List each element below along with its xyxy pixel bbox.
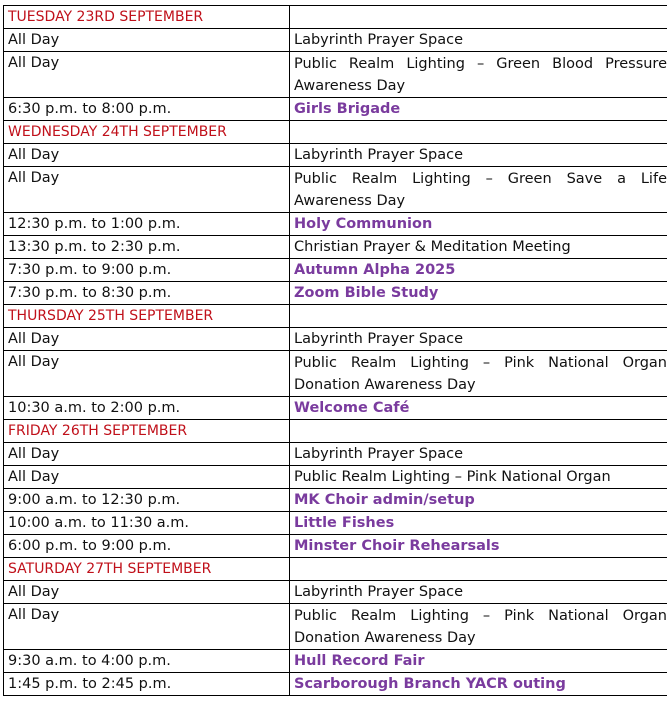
event-title: Public Realm Lighting – Pink National Organ Donation Awareness Day	[290, 604, 667, 650]
event-row	[4, 167, 667, 213]
event-time: All Day	[4, 52, 290, 98]
event-title-highlight: Scarborough Branch YACR outing	[290, 673, 667, 696]
event-row	[4, 213, 667, 236]
event-time: 10:30 a.m. to 2:00 p.m.	[4, 397, 290, 420]
event-row	[4, 466, 667, 489]
event-title-highlight: Holy Communion	[290, 213, 667, 236]
event-time: All Day	[4, 466, 290, 489]
event-title: Labyrinth Prayer Space	[290, 144, 667, 167]
event-title-highlight: Minster Choir Rehearsals	[290, 535, 667, 558]
day-heading-empty-cell	[290, 558, 667, 581]
event-row	[4, 650, 667, 673]
event-title: Christian Prayer & Meditation Meeting	[290, 236, 667, 259]
event-time: 7:30 p.m. to 8:30 p.m.	[4, 282, 290, 305]
schedule-body	[4, 6, 667, 696]
event-row	[4, 52, 667, 98]
event-time: All Day	[4, 328, 290, 351]
event-row	[4, 535, 667, 558]
event-time: All Day	[4, 167, 290, 213]
event-time: 13:30 p.m. to 2:30 p.m.	[4, 236, 290, 259]
event-title-highlight: Autumn Alpha 2025	[290, 259, 667, 282]
event-time: All Day	[4, 443, 290, 466]
day-heading: SATURDAY 27TH SEPTEMBER	[4, 558, 290, 581]
day-heading-row	[4, 6, 667, 29]
day-heading-empty-cell	[290, 305, 667, 328]
event-title: Public Realm Lighting – Pink National Organ Donation Awareness Day	[290, 351, 667, 397]
event-time: 6:00 p.m. to 9:00 p.m.	[4, 535, 290, 558]
day-heading: THURSDAY 25TH SEPTEMBER	[4, 305, 290, 328]
event-row	[4, 397, 667, 420]
event-row	[4, 604, 667, 650]
event-title: Labyrinth Prayer Space	[290, 328, 667, 351]
day-heading-empty-cell	[290, 6, 667, 29]
event-row	[4, 489, 667, 512]
event-title-highlight: Zoom Bible Study	[290, 282, 667, 305]
event-time: 6:30 p.m. to 8:00 p.m.	[4, 98, 290, 121]
event-title-highlight: Little Fishes	[290, 512, 667, 535]
event-row	[4, 673, 667, 696]
event-row	[4, 236, 667, 259]
event-title-highlight: Girls Brigade	[290, 98, 667, 121]
event-time: 9:30 a.m. to 4:00 p.m.	[4, 650, 290, 673]
event-row	[4, 29, 667, 52]
event-time: All Day	[4, 604, 290, 650]
schedule-table	[3, 5, 667, 696]
event-time: 12:30 p.m. to 1:00 p.m.	[4, 213, 290, 236]
day-heading-row	[4, 121, 667, 144]
event-time: 1:45 p.m. to 2:45 p.m.	[4, 673, 290, 696]
event-time: 7:30 p.m. to 9:00 p.m.	[4, 259, 290, 282]
event-title-highlight: Welcome Café	[290, 397, 667, 420]
event-row	[4, 144, 667, 167]
day-heading: TUESDAY 23RD SEPTEMBER	[4, 6, 290, 29]
day-heading-empty-cell	[290, 420, 667, 443]
event-row	[4, 98, 667, 121]
day-heading-row	[4, 558, 667, 581]
event-title-highlight: Hull Record Fair	[290, 650, 667, 673]
event-row	[4, 259, 667, 282]
event-time: All Day	[4, 351, 290, 397]
event-row	[4, 351, 667, 397]
event-title: Labyrinth Prayer Space	[290, 443, 667, 466]
event-row	[4, 282, 667, 305]
day-heading: WEDNESDAY 24TH SEPTEMBER	[4, 121, 290, 144]
event-row	[4, 328, 667, 351]
event-title: Public Realm Lighting – Green Save a Life Awareness Day	[290, 167, 667, 213]
event-time: 9:00 a.m. to 12:30 p.m.	[4, 489, 290, 512]
event-title: Public Realm Lighting – Green Blood Pressure Awareness Day	[290, 52, 667, 98]
day-heading-row	[4, 420, 667, 443]
event-title: Public Realm Lighting – Pink National Organ	[290, 466, 667, 489]
event-row	[4, 512, 667, 535]
event-time: 10:00 a.m. to 11:30 a.m.	[4, 512, 290, 535]
event-title: Labyrinth Prayer Space	[290, 29, 667, 52]
event-title: Labyrinth Prayer Space	[290, 581, 667, 604]
event-time: All Day	[4, 29, 290, 52]
event-title-highlight: MK Choir admin/setup	[290, 489, 667, 512]
day-heading-row	[4, 305, 667, 328]
day-heading-empty-cell	[290, 121, 667, 144]
day-heading: FRIDAY 26TH SEPTEMBER	[4, 420, 290, 443]
event-row	[4, 581, 667, 604]
event-time: All Day	[4, 144, 290, 167]
event-row	[4, 443, 667, 466]
event-time: All Day	[4, 581, 290, 604]
